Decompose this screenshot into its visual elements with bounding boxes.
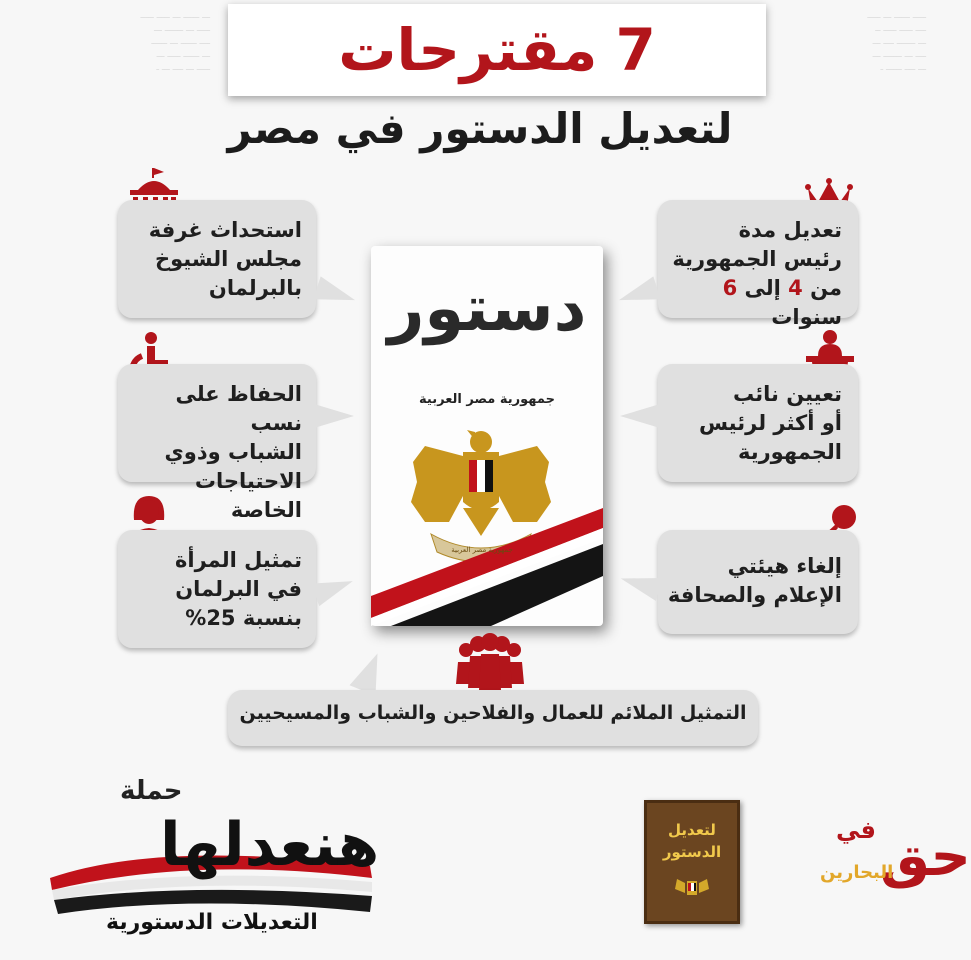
- card-line: الشباب وذوي: [164, 440, 302, 464]
- campaign-subtitle: التعديلات الدستورية: [106, 910, 318, 935]
- card-media-bodies: [658, 530, 858, 634]
- eagle-emblem-icon: [371, 246, 603, 626]
- card-line: الاحتياجات الخاصة: [194, 469, 302, 522]
- card-senate: [118, 200, 316, 318]
- card-pointer: [620, 404, 660, 428]
- card-representation: [228, 690, 758, 746]
- card-line: أو أكثر لرئيس: [698, 411, 842, 435]
- card-line: [658, 274, 842, 332]
- brand-script-c: البحارين: [820, 862, 894, 883]
- brand-script-b: في: [836, 816, 876, 844]
- card-line: الجمهورية: [737, 440, 842, 464]
- card-pointer: [617, 567, 662, 601]
- card-line: استحداث غرفة: [148, 218, 302, 242]
- campaign-logo: [40, 770, 380, 950]
- brand-script-a: حق: [880, 824, 971, 889]
- card-line: تمثيل المرأة: [175, 548, 302, 572]
- card-women-text: [175, 546, 302, 633]
- card-line: إلغاء هيئتي: [727, 554, 842, 578]
- book-subtitle: جمهورية مصر العربية: [419, 392, 555, 407]
- card-line: الإعلام والصحافة: [667, 583, 842, 607]
- card-pointer: [311, 570, 357, 606]
- term-from-label: من: [810, 276, 842, 300]
- card-line: بالبرلمان: [208, 276, 302, 300]
- card-line: الحفاظ على نسب: [175, 382, 302, 435]
- people-group-icon: [454, 634, 526, 694]
- card-term-text: [658, 216, 842, 332]
- constitution-book: [371, 246, 603, 626]
- emblem-ribbon-text: جمهورية مصر العربية: [451, 546, 513, 554]
- header-subtitle: لتعديل الدستور في مصر: [227, 104, 733, 153]
- campaign-top-word: حملة: [120, 776, 183, 806]
- header-number: 7: [615, 16, 656, 84]
- card-line: بنسبة 25%: [185, 606, 302, 630]
- brand-logo: [640, 796, 971, 926]
- header-title: [228, 4, 766, 96]
- card-vp-text: [699, 380, 842, 467]
- background-texture: ـــ ــــــ ـــ ـــــ ـــــ ـــــ ـــ ـــــــ ـــ ــــ ــــــ ـــ ــــــ ـــ ــــــ ـــــ ـــ ـــــ ـــ ــــ ـــ ـ: [140, 11, 210, 73]
- card-vice-president: [658, 364, 858, 482]
- card-line: تعديل مدة: [738, 218, 842, 242]
- term-suffix-label: سنوات: [771, 305, 842, 329]
- brand-book-cover: [644, 800, 740, 924]
- card-media-text: [668, 552, 842, 610]
- card-representation-text: التمثيل الملائم للعمال والفلاحين والشباب والمسيحيين: [239, 702, 747, 724]
- card-pointer: [314, 404, 354, 428]
- brand-book-title: لتعديل الدستور: [662, 821, 722, 861]
- card-senate-text: [149, 216, 302, 303]
- term-from-value: 4: [788, 276, 803, 300]
- card-women: [118, 530, 316, 648]
- card-pointer: [350, 648, 391, 696]
- eagle-emblem-icon: [647, 803, 737, 921]
- card-youth-disabilities: [118, 364, 316, 522]
- card-line: رئيس الجمهورية: [672, 247, 842, 271]
- card-line: مجلس الشيوخ: [154, 247, 302, 271]
- book-title: دستور: [387, 272, 587, 346]
- card-line: في البرلمان: [175, 577, 302, 601]
- term-mid-label: إلى: [744, 276, 781, 300]
- card-presidential-term: [658, 200, 858, 329]
- background-texture: ـــــ ــــــ ـــ ـــــ ــــ ـــــ ـــــ ــ ـــ ـــــــ ــــ ـــ ــــ ـــ ـــــــ ـــ ـــ ــــ ــــــ ـ: [867, 11, 926, 73]
- card-pointer: [615, 276, 660, 311]
- campaign-main-word: هنعدلها: [160, 810, 380, 880]
- card-pointer: [313, 276, 358, 311]
- header-title-word: مقترحات: [338, 16, 598, 84]
- term-to-value: 6: [722, 276, 738, 300]
- card-line: تعيين نائب: [733, 382, 842, 406]
